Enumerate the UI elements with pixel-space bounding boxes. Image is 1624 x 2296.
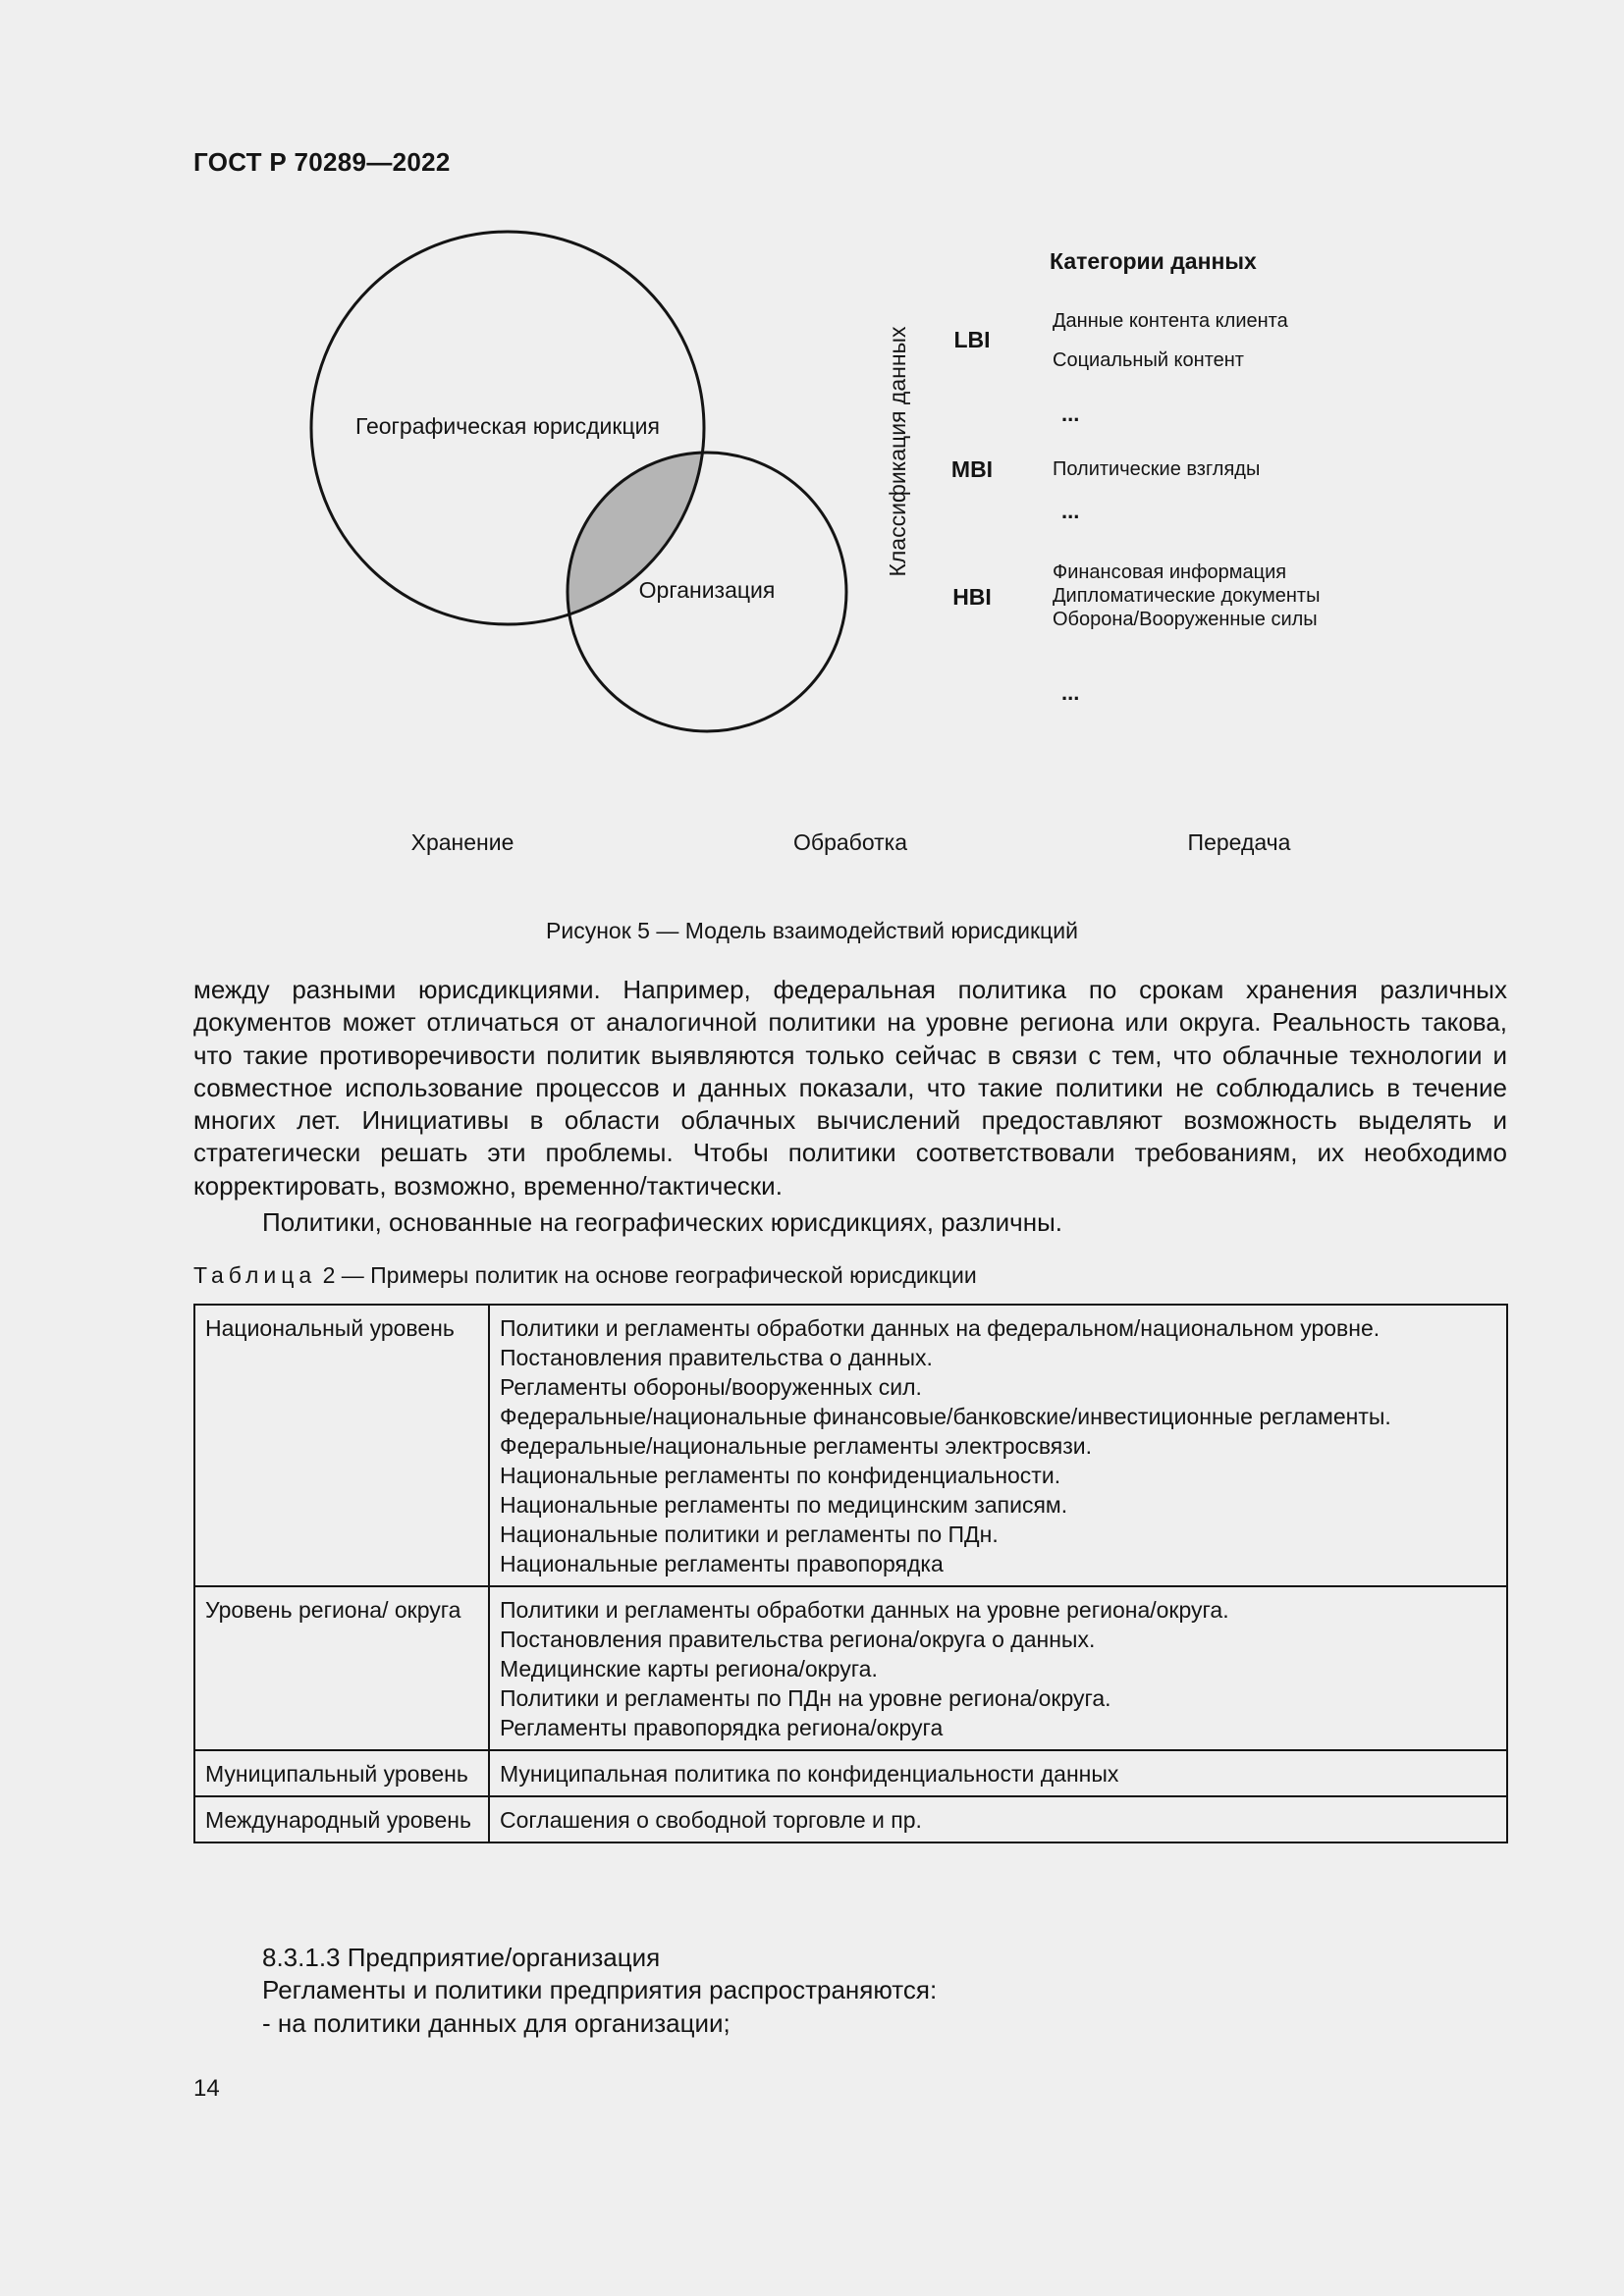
policy-line: Регламенты обороны/вооруженных сил. [500, 1374, 922, 1400]
category-diplomatic-docs: Дипломатические документы [1053, 585, 1321, 607]
level-cell: Муниципальный уровень [194, 1750, 489, 1796]
policies-cell [489, 1750, 1507, 1796]
policy-line: Национальные регламенты по конфиденциальности. [500, 1463, 1061, 1488]
section-heading: 8.3.1.3 Предприятие/организация [262, 1943, 661, 1972]
policy-line: Политики и регламенты обработки данных на уровне региона/округа. [500, 1597, 1229, 1623]
category-social-content: Социальный контент [1053, 349, 1244, 371]
category-ellipsis: ... [1061, 499, 1080, 523]
level-mbi: MBI [950, 456, 994, 482]
classification-axis-label: Классификация данных [885, 326, 910, 577]
stage-transfer: Передача [1187, 829, 1291, 855]
policy-line: Соглашения о свободной торговле и пр. [500, 1807, 922, 1833]
table-title-prefix: Таблица [193, 1262, 317, 1288]
category-financial-info: Финансовая информация [1053, 561, 1287, 583]
category-customer-content: Данные контента клиента [1053, 310, 1288, 332]
table-row [194, 1586, 1507, 1750]
categories-title: Категории данных [1050, 248, 1257, 274]
level-cell: Национальный уровень [194, 1305, 489, 1586]
policy-line: Постановления правительства о данных. [500, 1345, 933, 1370]
policy-line: Национальные политики и регламенты по ПДн. [500, 1522, 999, 1547]
policy-line: Политики и регламенты по ПДн на уровне региона/округа. [500, 1685, 1111, 1711]
document-header: ГОСТ Р 70289—2022 [193, 147, 451, 177]
policies-cell [489, 1586, 1507, 1750]
table-row [194, 1750, 1507, 1796]
policy-line: Национальные регламенты по медицинским записям. [500, 1492, 1068, 1518]
category-ellipsis: ... [1061, 680, 1080, 705]
policy-line: Муниципальная политика по конфиденциальности данных [500, 1761, 1119, 1787]
geographic-jurisdiction-label: Географическая юрисдикция [355, 413, 660, 439]
category-political-views: Политические взгляды [1053, 458, 1261, 480]
policy-table [193, 1304, 1508, 1843]
level-lbi: LBI [953, 327, 991, 352]
level-hbi: HBI [952, 584, 992, 610]
policy-line: Политики и регламенты обработки данных на федеральном/национальном уровне. [500, 1315, 1380, 1341]
category-defense: Оборона/Вооруженные силы [1053, 609, 1318, 630]
table-row [194, 1305, 1507, 1586]
jurisdiction-model-figure [0, 0, 1624, 883]
level-cell: Международный уровень [194, 1796, 489, 1842]
body-paragraph: между разными юрисдикциями. Например, федеральная политика по срокам хранения различных документов может отличаться от аналогичной политики на уровне региона или округа. Реальность такова, что такие противоречивости политик выявляются только сейчас в связи с тем, что облачные технологии и совместное использование процессов и данных показали, что такие политики не соблюдались в течение многих лет. Инициативы в области облачных вычислений предоставляют возможность выделять и стратегически решать эти проблемы. Чтобы политики соответствовали требованиям, их необходимо корректировать, возможно, временно/тактически. [193, 975, 1507, 1201]
policies-cell [489, 1305, 1507, 1586]
policies-cell [489, 1796, 1507, 1842]
table-title-text: 2 — Примеры политик на основе географической юрисдикции [316, 1262, 977, 1288]
policy-line: Национальные регламенты правопорядка [500, 1551, 944, 1576]
policy-line: Федеральные/национальные финансовые/банковские/инвестиционные регламенты. [500, 1404, 1391, 1429]
level-cell: Уровень региона/ округа [194, 1586, 489, 1750]
category-ellipsis: ... [1061, 401, 1080, 426]
figure-caption: Рисунок 5 — Модель взаимодействий юрисдикций [546, 918, 1078, 943]
page-number: 14 [193, 2075, 220, 2102]
organization-label: Организация [638, 577, 776, 603]
table-title [193, 1262, 977, 1289]
stage-storage: Хранение [410, 829, 514, 855]
policy-line: Постановления правительства региона/округа о данных. [500, 1627, 1096, 1652]
body-paragraph-2: Политики, основанные на географических юрисдикциях, различны. [262, 1207, 1062, 1237]
table-row [194, 1796, 1507, 1842]
stage-processing: Обработка [793, 829, 907, 855]
policy-line: Медицинские карты региона/округа. [500, 1656, 878, 1682]
policy-line: Федеральные/национальные регламенты электросвязи. [500, 1433, 1093, 1459]
section-list-item: - на политики данных для организации; [262, 2008, 731, 2038]
section-text: Регламенты и политики предприятия распространяются: [262, 1975, 938, 2004]
policy-line: Регламенты правопорядка региона/округа [500, 1715, 944, 1740]
